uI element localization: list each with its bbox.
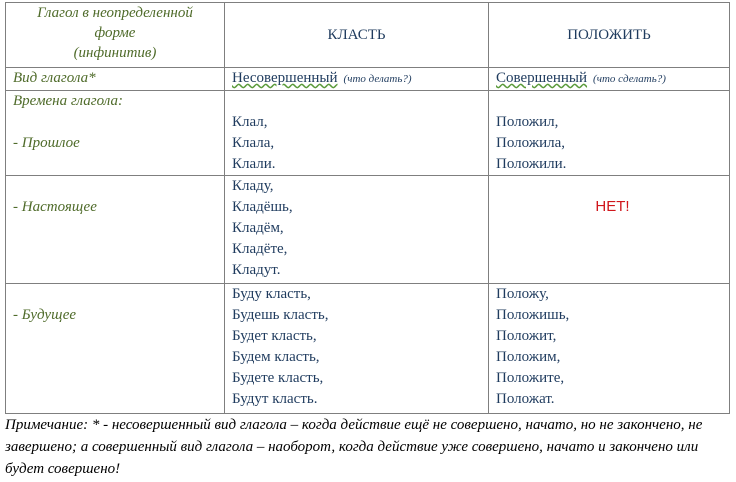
aspect-label: Вид глагола* bbox=[6, 68, 225, 91]
form-item: Клал, bbox=[232, 114, 268, 130]
tense-label-cell bbox=[6, 91, 225, 176]
present-row bbox=[6, 176, 730, 284]
form-item: Положили. bbox=[496, 156, 567, 172]
form-item: Положит, bbox=[496, 328, 557, 344]
infinitive-label-cell bbox=[6, 3, 225, 68]
form-item: Кладу, bbox=[232, 178, 274, 194]
form-item: Кладём, bbox=[232, 220, 284, 236]
tense-past-label: - Прошлое bbox=[13, 135, 80, 151]
form-item: Положил, bbox=[496, 114, 559, 130]
header-row bbox=[6, 3, 730, 68]
past-row bbox=[6, 91, 730, 176]
form-item: Будешь класть, bbox=[232, 307, 329, 323]
future-klast-cell bbox=[225, 284, 489, 414]
tenses-title: Времена глагола: bbox=[13, 93, 123, 109]
imperfective-question: (что делать?) bbox=[343, 73, 412, 85]
form-item: Клали. bbox=[232, 156, 276, 172]
infinitive-label-line: форме bbox=[94, 25, 136, 41]
form-item: Кладёшь, bbox=[232, 199, 293, 215]
form-item: Будут класть. bbox=[232, 391, 318, 407]
form-item: Положишь, bbox=[496, 307, 570, 323]
verb-klast-header: КЛАСТЬ bbox=[225, 3, 489, 68]
future-row bbox=[6, 284, 730, 414]
verb-polozhit-header: ПОЛОЖИТЬ bbox=[489, 3, 730, 68]
imperfective-cell bbox=[225, 68, 489, 91]
future-polozhit-cell bbox=[489, 284, 730, 414]
present-polozhit-cell bbox=[489, 176, 730, 284]
perfective-cell bbox=[489, 68, 730, 91]
past-polozhit-cell bbox=[489, 91, 730, 176]
form-item: Кладут. bbox=[232, 262, 281, 278]
form-item: Положите, bbox=[496, 370, 565, 386]
past-klast-cell bbox=[225, 91, 489, 176]
perfective-label: Совершенный bbox=[496, 70, 588, 86]
form-item: Будете класть, bbox=[232, 370, 324, 386]
form-item: Положу, bbox=[496, 286, 549, 302]
tense-present-label: - Настоящее bbox=[13, 199, 97, 215]
infinitive-label-line: (инфинитив) bbox=[73, 45, 157, 61]
perfective-question: (что сделать?) bbox=[593, 73, 666, 85]
form-item: Положим, bbox=[496, 349, 561, 365]
imperfective-label: Несовершенный bbox=[232, 70, 338, 86]
present-klast-cell bbox=[225, 176, 489, 284]
conjugation-table bbox=[5, 2, 730, 414]
tense-present-cell bbox=[6, 176, 225, 284]
form-item: Буду класть, bbox=[232, 286, 311, 302]
form-item: Положила, bbox=[496, 135, 566, 151]
aspect-row bbox=[6, 68, 730, 91]
form-item: Кладёте, bbox=[232, 241, 288, 257]
form-item: Положат. bbox=[496, 391, 555, 407]
tense-future-label: - Будущее bbox=[13, 307, 77, 323]
footnote: Примечание: * - несовершенный вид глагола – когда действие ещё не совершено, начато, но не закончено, не завершено; а совершенный вид глагола – наоборот, когда действие уже совершено, начато и закончено или будет совершено! bbox=[5, 417, 703, 477]
no-present-form-label: НЕТ! bbox=[595, 198, 630, 215]
form-item: Клала, bbox=[232, 135, 275, 151]
infinitive-label-line: Глагол в неопределенной bbox=[37, 5, 193, 21]
tense-future-cell bbox=[6, 284, 225, 414]
form-item: Будет класть, bbox=[232, 328, 317, 344]
form-item: Будем класть, bbox=[232, 349, 320, 365]
